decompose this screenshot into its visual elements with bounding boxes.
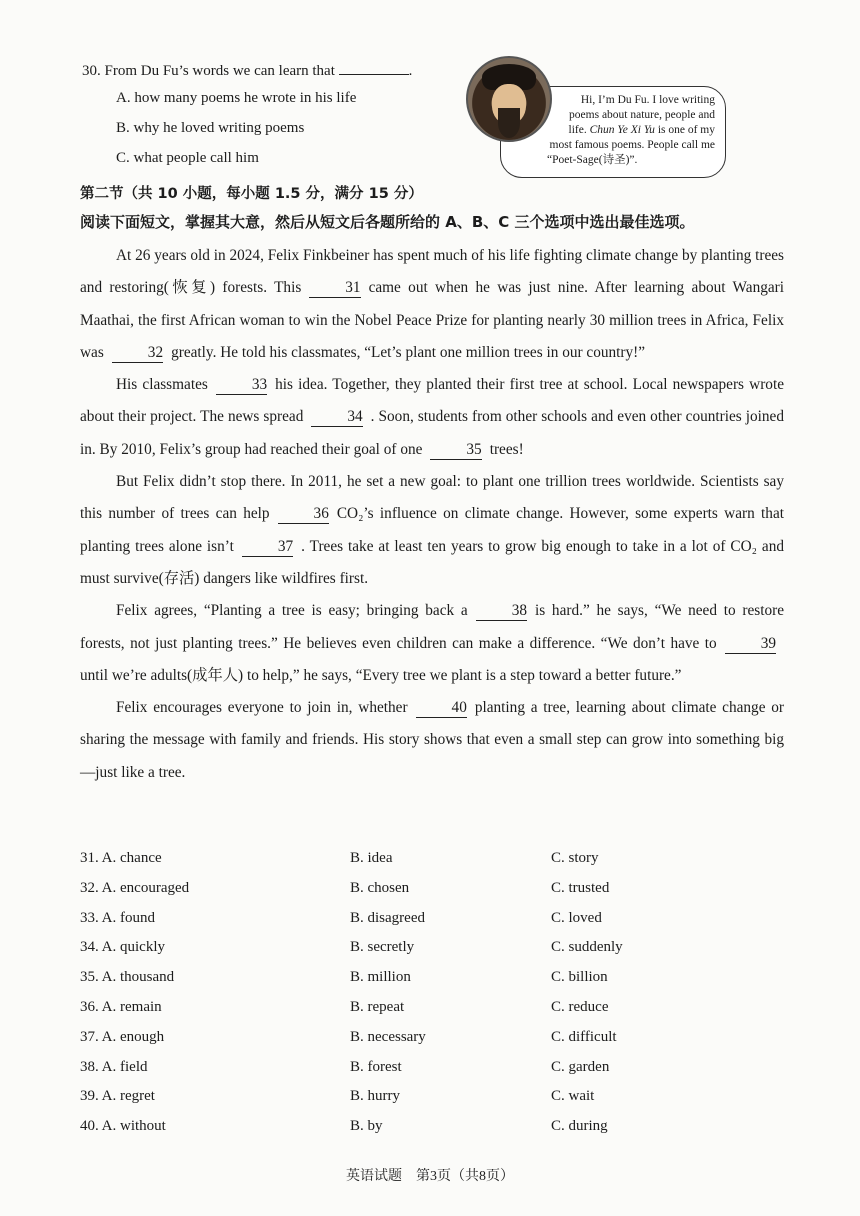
- du-fu-portrait-icon: [466, 56, 552, 142]
- option-a: A. how many poems he wrote in his life: [116, 90, 357, 106]
- answer-choices: [80, 850, 780, 1148]
- question-30: [82, 60, 412, 178]
- choice-row: 37. A. enough B. necessary C. difficult: [80, 1028, 617, 1045]
- choice-row: 33. A. found B. disagreed C. loved: [80, 909, 602, 926]
- blank-38: 38: [476, 602, 527, 621]
- blank-34: 34: [311, 408, 362, 427]
- bubble-line: poems about nature, people and: [569, 109, 715, 121]
- blank-39: 39: [725, 635, 776, 654]
- blank-37: 37: [242, 538, 293, 557]
- page-footer: 英语试题 第3页（共8页）: [346, 1169, 514, 1184]
- choice-row: 38. A. field B. forest C. garden: [80, 1058, 610, 1075]
- du-fu-illustration: [466, 56, 730, 184]
- blank-40: 40: [416, 699, 467, 718]
- blank-35: 35: [430, 441, 481, 460]
- poem-title: Chun Ye Xi Yu: [589, 124, 655, 136]
- blank-36: 36: [278, 505, 329, 524]
- option-c: C. what people call him: [116, 150, 259, 166]
- blank-32: 32: [112, 344, 163, 363]
- paragraph: At 26 years old in 2024, Felix Finkbeiner has spent much of his life fighting climate change by planting trees and restoring(恢复) forests. This 31 came out when he was just nine. After learning about Wangari Maathai, the first African woman to win the Nobel Peace Prize for planting nearly 30 million trees in Africa, Felix was 32 greatly. He told his classmates, “Let’s plant one million trees in our country!”: [80, 247, 784, 361]
- question-30-stem: 30. From Du Fu’s words we can learn that .: [82, 60, 412, 80]
- blank-31: 31: [309, 279, 360, 298]
- blank-33: 33: [216, 376, 267, 395]
- paragraph: His classmates 33 his idea. Together, they planted their first tree at school. Local newspapers wrote about their project. The news spread 34 . Soon, students from other schools and even other countries joined in. By 2010, Felix’s group had reached their goal of one 35 trees!: [80, 376, 784, 458]
- section-instruction: 阅读下面短文，掌握其大意，然后从短文后各题所给的 A、B、C 三个选项中选出最佳选项。: [80, 213, 695, 231]
- option-b: B. why he loved writing poems: [116, 120, 305, 136]
- answer-blank: [339, 60, 409, 75]
- choice-row: 34. A. quickly B. secretly C. suddenly: [80, 939, 623, 956]
- bubble-line: “Poet-Sage(诗圣)”.: [547, 154, 638, 166]
- choice-row: 40. A. without B. by C. during: [80, 1118, 608, 1135]
- choice-row: 35. A. thousand B. million C. billion: [80, 969, 608, 986]
- paragraph: But Felix didn’t stop there. In 2011, he set a new goal: to plant one trillion trees worldwide. Scientists say this number of trees can help 36 CO₂’s influence on climate change. However, some experts warn that planting trees alone isn’t 37 . Trees take at least ten years to grow big enough to take in a lot of CO₂ and must survive(存活) dangers like wildfires first.: [80, 473, 784, 587]
- choice-row: 31. A. chance B. idea C. story: [80, 850, 599, 866]
- choice-row: 39. A. regret B. hurry C. wait: [80, 1088, 595, 1105]
- bubble-line: Hi, I’m Du Fu. I love writing: [580, 94, 715, 106]
- bubble-line: life. Chun Ye Xi Yu is one of my: [568, 124, 715, 136]
- bubble-line: most famous poems. People call me: [549, 139, 715, 151]
- choice-row: 32. A. encouraged B. chosen C. trusted: [80, 879, 610, 896]
- choice-row: 36. A. remain B. repeat C. reduce: [80, 998, 609, 1015]
- paragraph: Felix encourages everyone to join in, whether 40 planting a tree, learning about climate change or sharing the message with family and friends. His story shows that even a small step can grow into something big—just like a tree.: [80, 699, 784, 781]
- paragraph: Felix agrees, “Planting a tree is easy; bringing back a 38 is hard.” he says, “We need to restore forests, not just planting trees.” He believes even children can make a difference. “We don’t have to 39until we’re adults(成年人) to help,” he says, “Every tree we plant is a step toward a better future.”: [80, 602, 784, 684]
- section-heading: 第二节（共 10 小题，每小题 1.5 分，满分 15 分）: [80, 186, 423, 202]
- cloze-passage: [80, 240, 784, 789]
